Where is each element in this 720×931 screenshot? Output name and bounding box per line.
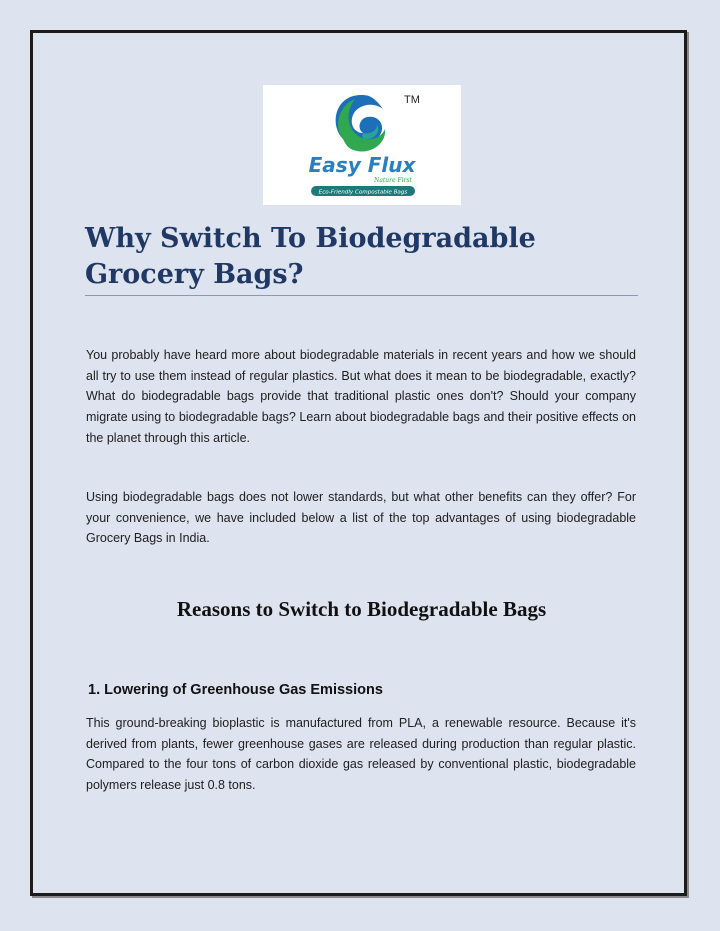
leaf-swirl-icon <box>336 95 385 152</box>
reason-1-heading: 1. Lowering of Greenhouse Gas Emissions <box>88 682 383 698</box>
banner-text: Eco-Friendly Compostable Bags <box>318 189 408 196</box>
brand-name-text: Easy Flux <box>308 153 416 177</box>
article-title: Why Switch To Biodegradable Grocery Bags? <box>85 223 536 290</box>
intro-paragraph: You probably have heard more about biodegradable materials in recent years and how we should all try to use them instead of regular plastics. But what does it mean to be biodegradable, exactly? What do biodegradable bags provide that traditional plastic ones don't? Should your company migrate using to biodegradable bags? Learn about biodegradable bags and their positive effects on the planet through this article. <box>86 348 636 445</box>
section-heading: Reasons to Switch to Biodegradable Bags <box>176 597 547 621</box>
title-divider <box>85 295 638 296</box>
trademark-text: TM <box>404 94 420 106</box>
easy-flux-logo-graphic <box>263 85 461 205</box>
tagline-script-text: Nature First <box>374 177 412 184</box>
reason-1-body: This ground-breaking bioplastic is manufactured from PLA, a renewable resource. Because it's derived from plants, fewer greenhouse gases are released during production than regular plastic. Compared to the four tons of carbon dioxide gas released by conventional plastic, biodegradable polymers release just 0.8 tons. <box>86 716 636 793</box>
brand-logo <box>263 85 461 205</box>
second-paragraph: Using biodegradable bags does not lower standards, but what other benefits can they offer? For your convenience, we have included below a list of the top advantages of using biodegradable Grocery Bags in India. <box>86 490 636 546</box>
document-page <box>30 30 687 896</box>
